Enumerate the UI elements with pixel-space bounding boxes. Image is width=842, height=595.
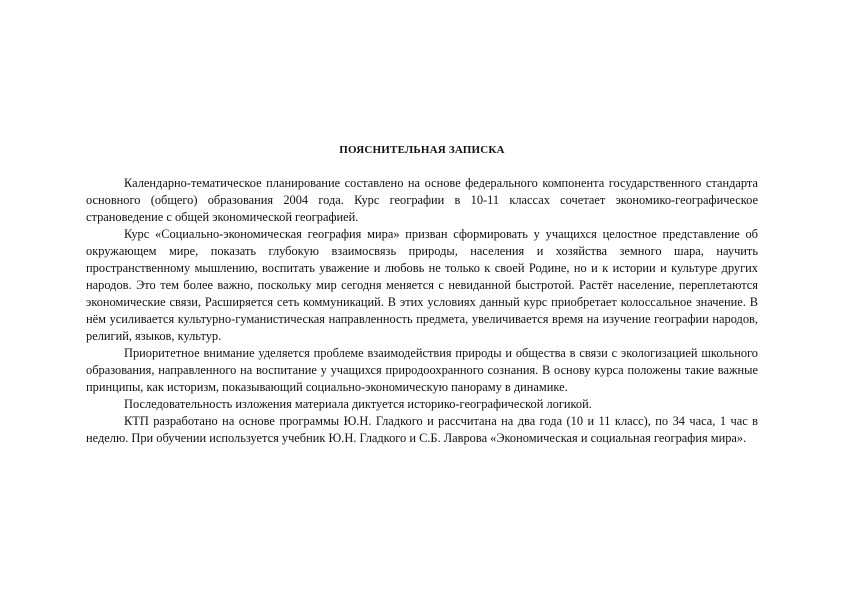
document-title: ПОЯСНИТЕЛЬНАЯ ЗАПИСКА	[339, 144, 505, 156]
paragraph-1: Календарно-тематическое планирование составлено на основе федерального компонента государственного стандарта основного (общего) образования 2004 года. Курс географии в 10-11 классах сочетает экономико-географическое страноведение с общей экономической географией.	[86, 176, 758, 224]
paragraph-4: Последовательность изложения материала диктуется историко-географической логикой.	[124, 397, 592, 411]
document-page	[86, 142, 758, 447]
paragraph-3: Приоритетное внимание уделяется проблеме взаимодействия природы и общества в связи с экологизацией школьного образования, направленного на воспитание у учащихся природоохранного сознания. В основу курса положены такие важные принципы, как историзм, показывающий социально-экономическую панораму в динамике.	[86, 346, 758, 394]
paragraph-2: Курс «Социально-экономическая география мира» призван сформировать у учащихся целостное представление об окружающем мире, показать глубокую взаимосвязь природы, населения и хозяйства земного шара, научить пространственному мышлению, воспитать уважение и любовь не только к своей Родине, но и к истории и культуре других народов. Это тем более важно, поскольку мир сегодня меняется с невиданной быстротой. Растёт население, переплетаются экономические связи, Расширяется сеть коммуникаций. В этих условиях данный курс приобретает колоссальное значение. В нём усиливается культурно-гуманистическая направленность предмета, увеличивается время на изучение географии народов, религий, языков, культур.	[86, 227, 758, 343]
paragraph-5: КТП разработано на основе программы Ю.Н. Гладкого и рассчитана на два года (10 и 11 класс), по 34 часа, 1 час в неделю. При обучении используется учебник Ю.Н. Гладкого и С.Б. Лаврова «Экономическая и социальная география мира».	[86, 414, 758, 445]
